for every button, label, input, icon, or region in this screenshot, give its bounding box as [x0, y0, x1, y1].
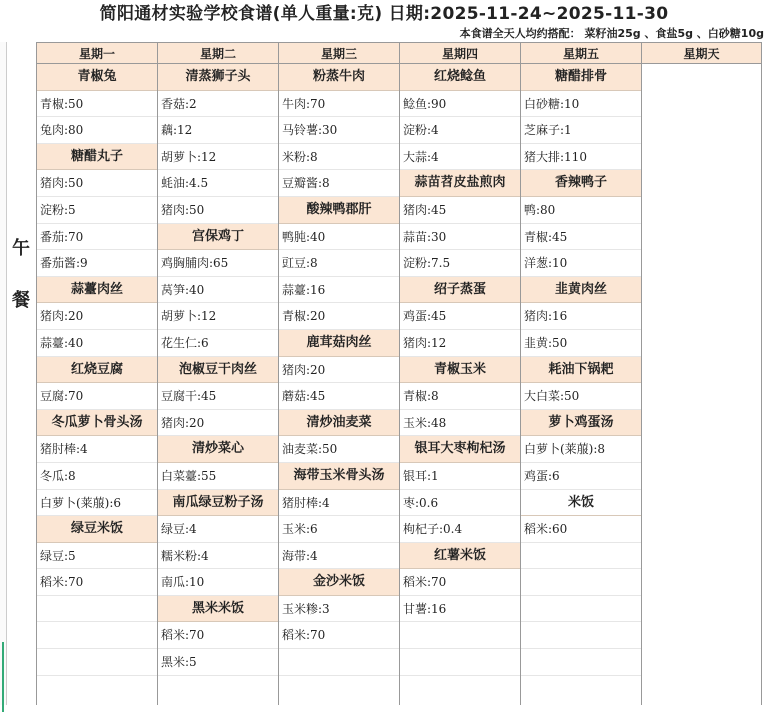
- ingredient-cell[interactable]: 猪肉:50: [158, 197, 278, 224]
- ingredient-cell[interactable]: 豆腐:70: [37, 383, 157, 410]
- ingredient-cell[interactable]: 稻米:70: [279, 622, 399, 649]
- ingredient-cell[interactable]: 猪肉:16: [521, 303, 641, 330]
- dish-name-cell[interactable]: 清炒菜心: [158, 436, 278, 463]
- day-header[interactable]: 星期三: [279, 42, 399, 64]
- ingredient-cell[interactable]: 青椒:20: [279, 303, 399, 330]
- ingredient-cell[interactable]: 玉米糁:3: [279, 596, 399, 623]
- meal-label-char-1: 午: [12, 238, 30, 259]
- ingredient-cell[interactable]: 猪肉:20: [37, 303, 157, 330]
- ingredient-cell[interactable]: 稻米:70: [37, 569, 157, 596]
- dish-name-cell[interactable]: 宫保鸡丁: [158, 224, 278, 251]
- ingredient-cell[interactable]: 马铃薯:30: [279, 117, 399, 144]
- ingredient-cell[interactable]: 银耳:1: [400, 463, 520, 490]
- oil-salt-sugar-note: 本食谱全天人均约搭配： 菜籽油25g 、食盐5g 、白砂糖10g: [459, 27, 764, 40]
- menu-title: 简阳通材实验学校食谱(单人重量:克) 日期:2025-11-24~2025-11-30: [99, 4, 669, 24]
- ingredient-cell[interactable]: 鸭:80: [521, 197, 641, 224]
- ingredient-cell[interactable]: 鸡蛋:6: [521, 463, 641, 490]
- ingredient-cell[interactable]: 甘薯:16: [400, 596, 520, 623]
- dish-name-cell[interactable]: 青椒兔: [37, 64, 157, 91]
- day-header[interactable]: 星期天: [642, 42, 761, 64]
- ingredient-cell[interactable]: 淀粉:4: [400, 117, 520, 144]
- empty-cell[interactable]: [279, 649, 399, 676]
- ingredient-cell[interactable]: 黑米:5: [158, 649, 278, 676]
- ingredient-cell[interactable]: 海带:4: [279, 543, 399, 570]
- dish-name-cell[interactable]: 糖醋丸子: [37, 144, 157, 171]
- ingredient-cell[interactable]: 绿豆:5: [37, 543, 157, 570]
- day-column: [36, 42, 157, 705]
- dish-name-cell[interactable]: 米饭: [521, 490, 641, 517]
- ingredient-cell[interactable]: 兔肉:80: [37, 117, 157, 144]
- ingredient-cell[interactable]: 莴笋:40: [158, 277, 278, 304]
- day-column: [157, 42, 278, 705]
- dish-name-cell[interactable]: 绍子蒸蛋: [400, 277, 520, 304]
- ingredient-cell[interactable]: 牛肉:70: [279, 91, 399, 118]
- dish-name-cell[interactable]: 耗油下锅耙: [521, 357, 641, 384]
- dish-name-cell[interactable]: 清蒸狮子头: [158, 64, 278, 91]
- ingredient-cell[interactable]: 香菇:2: [158, 91, 278, 118]
- dish-name-cell[interactable]: 糖醋排骨: [521, 64, 641, 91]
- ingredient-cell[interactable]: 番茄:70: [37, 224, 157, 251]
- ingredient-cell[interactable]: 绿豆:4: [158, 516, 278, 543]
- dish-name-cell[interactable]: 青椒玉米: [400, 357, 520, 384]
- ingredient-cell[interactable]: 豆瓣酱:8: [279, 170, 399, 197]
- ingredient-cell[interactable]: 糯米粉:4: [158, 543, 278, 570]
- empty-cell[interactable]: [37, 622, 157, 649]
- ingredient-cell[interactable]: 蒜苗:30: [400, 224, 520, 251]
- ingredient-cell[interactable]: 韭黄:50: [521, 330, 641, 357]
- ingredient-cell[interactable]: 大白菜:50: [521, 383, 641, 410]
- dish-name-cell[interactable]: 绿豆米饭: [37, 516, 157, 543]
- day-header[interactable]: 星期一: [37, 42, 157, 64]
- dish-name-cell[interactable]: 红薯米饭: [400, 543, 520, 570]
- ingredient-cell[interactable]: 大蒜:4: [400, 144, 520, 171]
- cell-cursor-mark: [2, 642, 4, 712]
- ingredient-cell[interactable]: 蒜薹:16: [279, 277, 399, 304]
- dish-name-cell[interactable]: 鹿茸菇肉丝: [279, 330, 399, 357]
- ingredient-cell[interactable]: 芝麻子:1: [521, 117, 641, 144]
- ingredient-cell[interactable]: 白菜薹:55: [158, 463, 278, 490]
- ingredient-cell[interactable]: 猪大排:110: [521, 144, 641, 171]
- day-column: [278, 42, 399, 705]
- ingredient-cell[interactable]: 鸡蛋:45: [400, 303, 520, 330]
- empty-cell[interactable]: [400, 622, 520, 649]
- meal-label: [6, 64, 36, 705]
- day-header[interactable]: 星期五: [521, 42, 641, 64]
- ingredient-cell[interactable]: 玉米:6: [279, 516, 399, 543]
- ingredient-cell[interactable]: 冬瓜:8: [37, 463, 157, 490]
- ingredient-cell[interactable]: 蒜薹:40: [37, 330, 157, 357]
- ingredient-cell[interactable]: 油麦菜:50: [279, 436, 399, 463]
- dish-name-cell[interactable]: 红烧鲶鱼: [400, 64, 520, 91]
- ingredient-cell[interactable]: 南瓜:10: [158, 569, 278, 596]
- day-header[interactable]: 星期二: [158, 42, 278, 64]
- dish-name-cell[interactable]: 银耳大枣枸杞汤: [400, 436, 520, 463]
- ingredient-cell[interactable]: 米粉:8: [279, 144, 399, 171]
- ingredient-cell[interactable]: 猪肘棒:4: [279, 490, 399, 517]
- ingredient-cell[interactable]: 稻米:70: [158, 622, 278, 649]
- ingredient-cell[interactable]: 猪肉:12: [400, 330, 520, 357]
- empty-cell[interactable]: [37, 596, 157, 623]
- dish-name-cell[interactable]: 粉蒸牛肉: [279, 64, 399, 91]
- ingredient-cell[interactable]: 胡萝卜:12: [158, 144, 278, 171]
- ingredient-cell[interactable]: 蚝油:4.5: [158, 170, 278, 197]
- menu-grid: [36, 42, 768, 705]
- dish-name-cell[interactable]: 酸辣鸭郡肝: [279, 197, 399, 224]
- dish-name-cell[interactable]: 香辣鸭子: [521, 170, 641, 197]
- dish-name-cell[interactable]: 泡椒豆干肉丝: [158, 357, 278, 384]
- ingredient-cell[interactable]: 白萝卜(莱菔):6: [37, 490, 157, 517]
- empty-cell[interactable]: [521, 649, 641, 676]
- ingredient-cell[interactable]: 青椒:8: [400, 383, 520, 410]
- dish-name-cell[interactable]: 金沙米饭: [279, 569, 399, 596]
- empty-cell[interactable]: [521, 622, 641, 649]
- ingredient-cell[interactable]: 鸭肫:40: [279, 224, 399, 251]
- ingredient-cell[interactable]: 青椒:50: [37, 91, 157, 118]
- dish-name-cell[interactable]: 蒜苗苕皮盐煎肉: [400, 170, 520, 197]
- dish-name-cell[interactable]: 南瓜绿豆粉子汤: [158, 490, 278, 517]
- ingredient-cell[interactable]: 白萝卜(莱菔):8: [521, 436, 641, 463]
- day-column: [641, 42, 762, 705]
- ingredient-cell[interactable]: 豆腐干:45: [158, 383, 278, 410]
- ingredient-cell[interactable]: 淀粉:7.5: [400, 250, 520, 277]
- ingredient-cell[interactable]: 番茄酱:9: [37, 250, 157, 277]
- ingredient-cell[interactable]: 猪肉:45: [400, 197, 520, 224]
- ingredient-cell[interactable]: 胡萝卜:12: [158, 303, 278, 330]
- empty-cell[interactable]: [521, 543, 641, 570]
- empty-cell[interactable]: [521, 569, 641, 596]
- ingredient-cell[interactable]: 猪肘棒:4: [37, 436, 157, 463]
- ingredient-cell[interactable]: 青椒:45: [521, 224, 641, 251]
- ingredient-cell[interactable]: 藕:12: [158, 117, 278, 144]
- meal-label-char-2: 餐: [12, 290, 30, 311]
- day-column: [399, 42, 520, 705]
- ingredient-cell[interactable]: 玉米:48: [400, 410, 520, 437]
- day-header[interactable]: 星期四: [400, 42, 520, 64]
- ingredient-cell[interactable]: 猪肉:20: [158, 410, 278, 437]
- dish-name-cell[interactable]: 冬瓜萝卜骨头汤: [37, 410, 157, 437]
- dish-name-cell[interactable]: 韭黄肉丝: [521, 277, 641, 304]
- dish-name-cell[interactable]: 蒜薹肉丝: [37, 277, 157, 304]
- dish-name-cell[interactable]: 红烧豆腐: [37, 357, 157, 384]
- ingredient-cell[interactable]: 猪肉:20: [279, 357, 399, 384]
- ingredient-cell[interactable]: 蘑菇:45: [279, 383, 399, 410]
- empty-cell[interactable]: [521, 596, 641, 623]
- ingredient-cell[interactable]: 鲶鱼:90: [400, 91, 520, 118]
- ingredient-cell[interactable]: 猪肉:50: [37, 170, 157, 197]
- ingredient-cell[interactable]: 枣:0.6: [400, 490, 520, 517]
- dish-name-cell[interactable]: 清炒油麦菜: [279, 410, 399, 437]
- ingredient-cell[interactable]: 稻米:60: [521, 516, 641, 543]
- ingredient-cell[interactable]: 白砂糖:10: [521, 91, 641, 118]
- ingredient-cell[interactable]: 豇豆:8: [279, 250, 399, 277]
- empty-cell[interactable]: [37, 649, 157, 676]
- day-column: [520, 42, 641, 705]
- ingredient-cell[interactable]: 鸡胸脯肉:65: [158, 250, 278, 277]
- dish-name-cell[interactable]: 海带玉米骨头汤: [279, 463, 399, 490]
- ingredient-cell[interactable]: 枸杞子:0.4: [400, 516, 520, 543]
- empty-cell[interactable]: [400, 649, 520, 676]
- dish-name-cell[interactable]: 萝卜鸡蛋汤: [521, 410, 641, 437]
- dish-name-cell[interactable]: 黑米米饭: [158, 596, 278, 623]
- ingredient-cell[interactable]: 淀粉:5: [37, 197, 157, 224]
- ingredient-cell[interactable]: 洋葱:10: [521, 250, 641, 277]
- ingredient-cell[interactable]: 稻米:70: [400, 569, 520, 596]
- ingredient-cell[interactable]: 花生仁:6: [158, 330, 278, 357]
